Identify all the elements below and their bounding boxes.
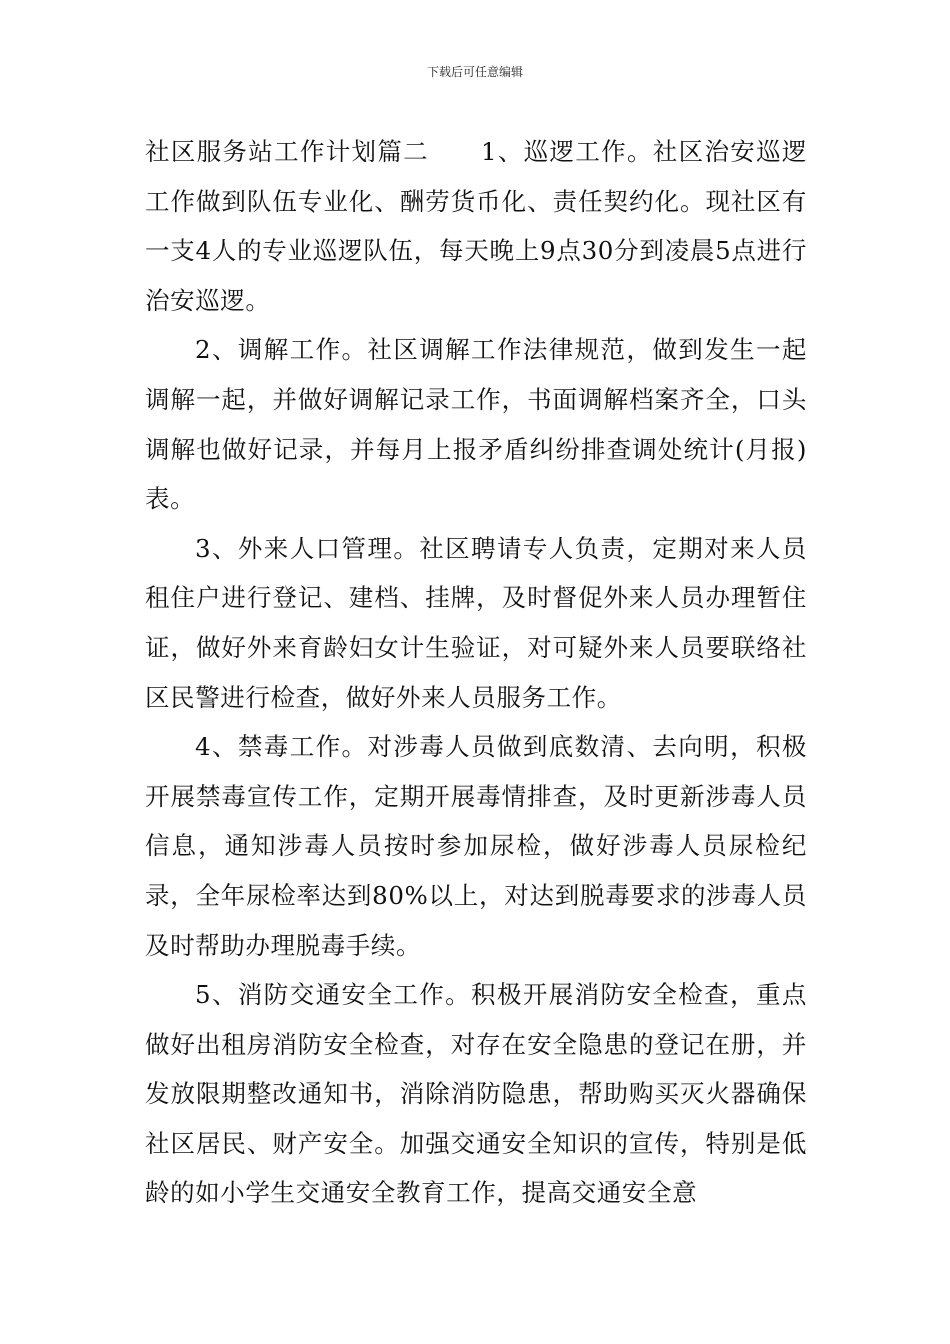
page-header: 下载后可任意编辑 — [426, 65, 523, 79]
paragraph-1-text: 1、巡逻工作。社区治安巡逻工作做到队伍专业化、酬劳货币化、责任契约化。现社区有一支4人的专业巡逻队伍，每天晚上9点30分到凌晨5点进行治安巡逻。 — [145, 137, 807, 315]
document-title: 社区服务站工作计划篇二 — [145, 137, 429, 166]
paragraph-2: 2、调解工作。社区调解工作法律规范，做到发生一起调解一起，并做好调解记录工作，书面调解档案齐全，口头调解也做好记录，并每月上报矛盾纠纷排查调处统计(月报)表。 — [145, 335, 807, 514]
paragraph-1 — [145, 127, 807, 325]
paragraph-5: 5、消防交通安全工作。积极开展消防安全检查，重点做好出租房消防安全检查，对存在安全隐患的登记在册，并发放限期整改通知书，消除消防隐患，帮助购买灭火器确保社区居民、财产安全。加强交通安全知识的宣传，特别是低龄的如小学生交通安全教育工作，提高交通安全意 — [145, 980, 807, 1208]
document-body — [145, 127, 807, 1218]
paragraph-3: 3、外来人口管理。社区聘请专人负责，定期对来人员租住户进行登记、建档、挂牌，及时督促外来人员办理暂住证，做好外来育龄妇女计生验证，对可疑外来人员要联络社区民警进行检查，做好外来人员服务工作。 — [145, 533, 807, 712]
paragraph-4: 4、禁毒工作。对涉毒人员做到底数清、去向明，积极开展禁毒宣传工作，定期开展毒情排查，及时更新涉毒人员信息，通知涉毒人员按时参加尿检，做好涉毒人员尿检纪录，全年尿检率达到80%以上，对达到脱毒要求的涉毒人员及时帮助办理脱毒手续。 — [145, 732, 807, 960]
